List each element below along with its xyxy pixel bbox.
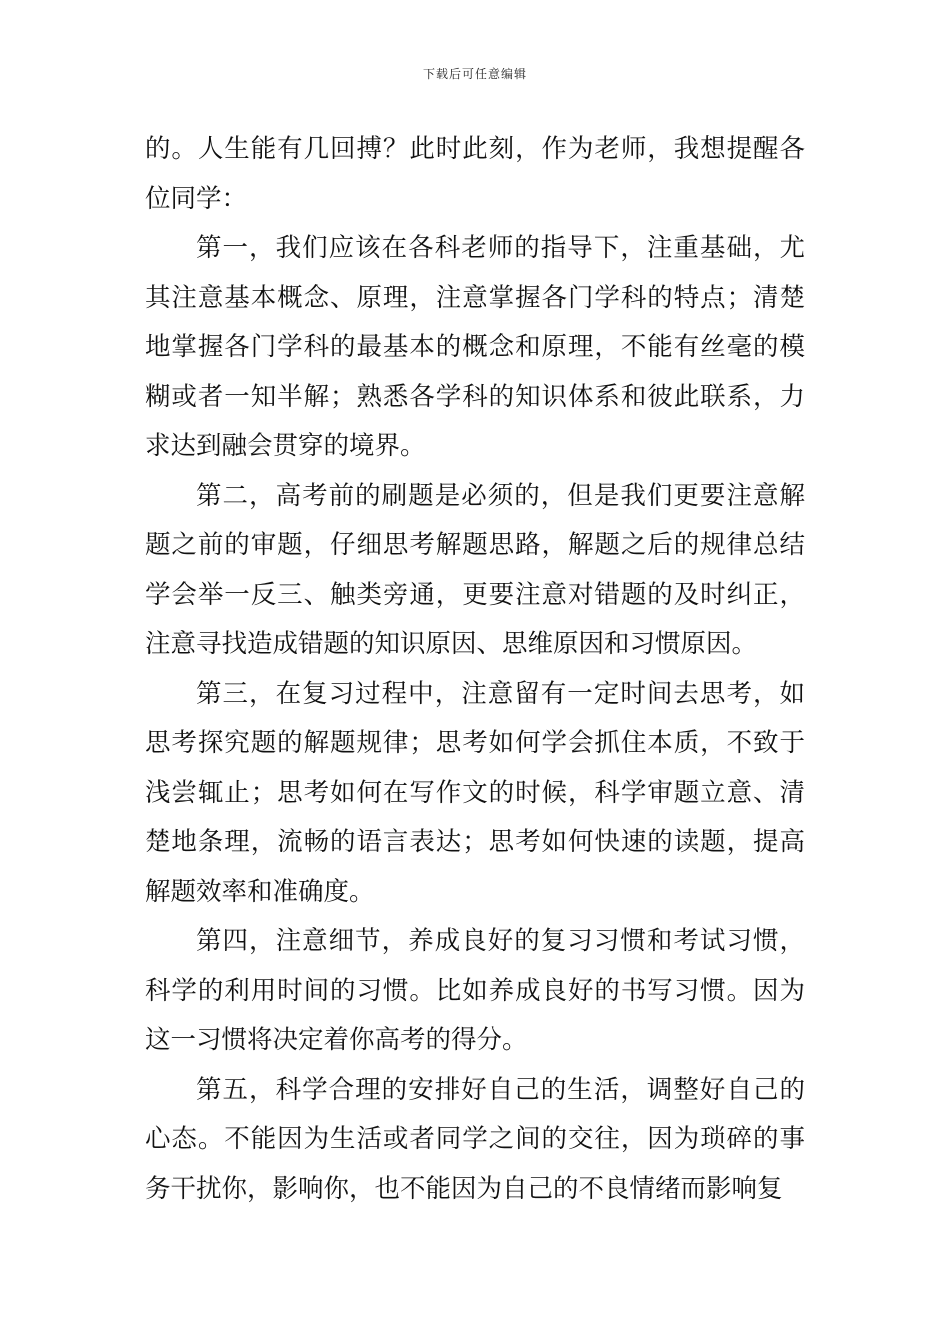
paragraph-point-three: 第三，在复习过程中，注意留有一定时间去思考，如思考探究题的解题规律；思考如何学会抓住本质，不致于浅尝辄止；思考如何在写作文的时候，科学审题立意、清楚地条理，流畅的语言表达；思考如何快速的读题，提高解题效率和准确度。 xyxy=(145,678,805,907)
paragraph-point-five: 第五，科学合理的安排好自己的生活，调整好自己的心态。不能因为生活或者同学之间的交往，因为琐碎的事务干扰你，影响你，也不能因为自己的不良情绪而影响复 xyxy=(145,1074,805,1204)
page-header: 下载后可任意编辑 xyxy=(422,67,527,81)
paragraph-point-four: 第四，注意细节，养成良好的复习习惯和考试习惯，科学的利用时间的习惯。比如养成良好的书写习惯。因为这一习惯将决定着你高考的得分。 xyxy=(145,926,805,1055)
paragraph-intro-continuation: 的。人生能有几回搏？此时此刻，作为老师，我想提醒各位同学： xyxy=(145,134,805,214)
paragraph-point-two: 第二，高考前的刷题是必须的，但是我们更要注意解题之前的审题，仔细思考解题思路，解题之后的规律总结学会举一反三、触类旁通，更要注意对错题的及时纠正，注意寻找造成错题的知识原因、思维原因和习惯原因。 xyxy=(145,480,805,659)
paragraph-point-one: 第一，我们应该在各科老师的指导下，注重基础，尤其注意基本概念、原理，注意掌握各门学科的特点；清楚地掌握各门学科的最基本的概念和原理，不能有丝毫的模糊或者一知半解；熟悉各学科的知识体系和彼此联系，力求达到融会贯穿的境界。 xyxy=(145,233,805,461)
document-body xyxy=(145,125,805,1214)
